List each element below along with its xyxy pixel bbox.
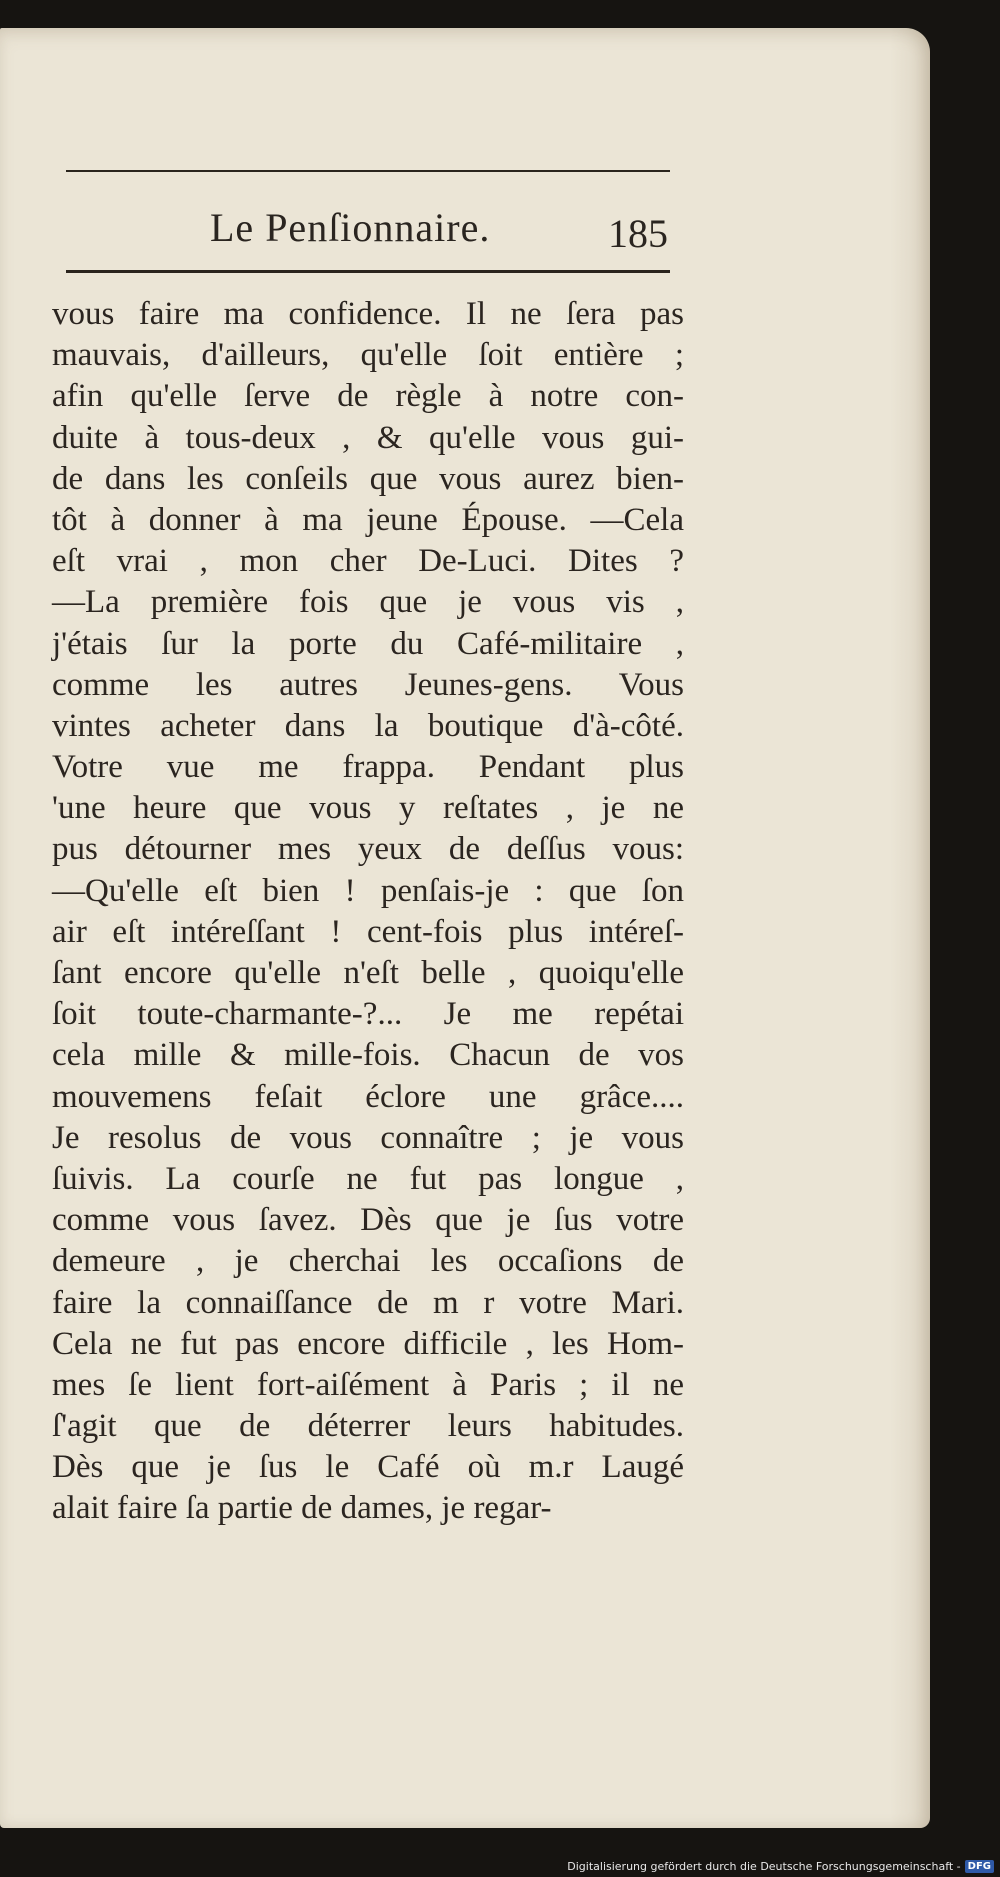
dfg-logo-icon: DFG	[965, 1860, 994, 1873]
text-line: Je resolus de vous connaître ; je vous	[52, 1119, 684, 1156]
text-line: demeure , je cherchai les occaſions de	[52, 1243, 684, 1280]
header-rule-bottom	[66, 270, 670, 273]
text-line: eſt vrai , mon cher De-Luci. Dites ?	[52, 543, 684, 580]
text-line: pus détourner mes yeux de deſſus vous:	[52, 831, 684, 868]
text-line: Cela ne fut pas encore difficile , les Hom-	[52, 1325, 684, 1362]
text-line: Dès que je ſus le Café où m.r Laugé	[52, 1449, 684, 1486]
digitization-credit	[567, 1860, 994, 1873]
text-line: ſant encore qu'elle n'eſt belle , quoiqu'elle	[52, 955, 684, 991]
text-line: —Qu'elle eſt bien ! penſais-je : que ſon	[52, 872, 684, 909]
text-line: cela mille & mille-fois. Chacun de vos	[52, 1037, 684, 1074]
text-line: ſuivis. La courſe ne fut pas longue ,	[52, 1160, 684, 1197]
text-line: tôt à donner à ma jeune Épouse. —Cela	[52, 501, 684, 538]
text-line: de dans les conſeils que vous aurez bien-	[52, 460, 684, 497]
text-line: air eſt intéreſſant ! cent-fois plus intéreſ-	[52, 913, 684, 950]
body-text	[52, 294, 684, 1530]
credit-text: Digitalisierung gefördert durch die Deutsche Forschungsgemeinschaft -	[567, 1860, 961, 1873]
text-line: alait faire ſa partie de dames, je regar-	[52, 1490, 552, 1527]
text-line: vintes acheter dans la boutique d'à-côté.	[52, 707, 684, 744]
text-line: afin qu'elle ſerve de règle à notre con-	[52, 378, 684, 415]
text-line: ſoit toute-charmante-?... Je me repétai	[52, 996, 684, 1033]
text-line: comme vous ſavez. Dès que je ſus votre	[52, 1202, 684, 1239]
text-line: j'étais ſur la porte du Café-militaire ,	[52, 625, 684, 662]
text-line: faire la connaiſſance de m r votre Mari.	[52, 1284, 684, 1321]
text-line: duite à tous-deux , & qu'elle vous gui-	[52, 419, 684, 456]
header-rule-top	[66, 170, 670, 172]
text-line: comme les autres Jeunes-gens. Vous	[52, 666, 684, 703]
text-line: Votre vue me frappa. Pendant plus	[52, 749, 684, 786]
page-number: 185	[608, 211, 668, 256]
running-head: Le Penſionnaire.	[210, 205, 491, 250]
text-line: —La première fois que je vous vis ,	[52, 584, 684, 621]
text-line: mouvemens feſait éclore une grâce....	[52, 1078, 684, 1115]
text-line: vous faire ma confidence. Il ne ſera pas	[52, 296, 684, 332]
text-line: 'une heure que vous y reſtates , je ne	[52, 790, 684, 827]
text-line: ſ'agit que de déterrer leurs habitudes.	[52, 1408, 684, 1445]
book-page	[0, 28, 930, 1828]
text-line: mauvais, d'ailleurs, qu'elle ſoit entière ;	[52, 337, 684, 374]
text-line: mes ſe lient fort-aiſément à Paris ; il ne	[52, 1366, 684, 1403]
